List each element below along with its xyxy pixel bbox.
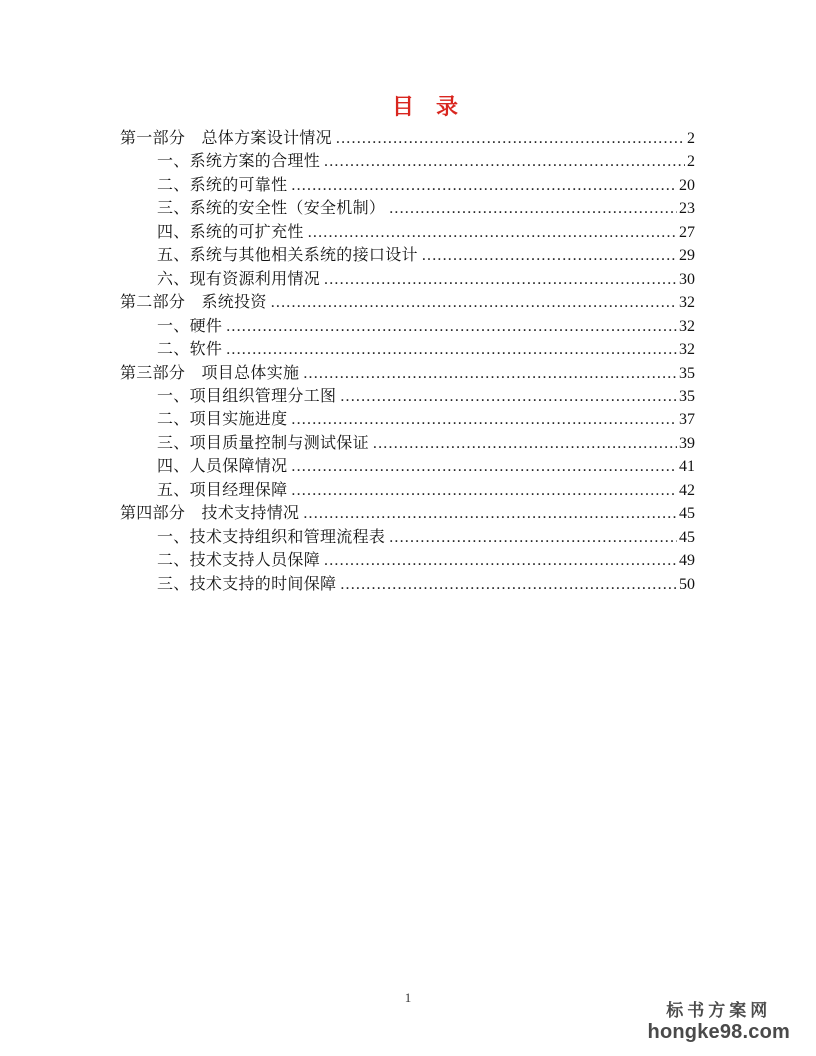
- toc-entry-page-number: 42: [679, 481, 695, 499]
- watermark: [648, 1001, 790, 1043]
- toc-entry-page-number: 49: [679, 552, 695, 570]
- toc-entry-label: 二、系统的可靠性: [157, 176, 288, 194]
- toc-leader-dots: [291, 455, 677, 478]
- toc-leader-dots: [422, 244, 677, 267]
- toc-entry-page-number: 50: [679, 575, 695, 593]
- toc-entry-label: 二、技术支持人员保障: [157, 552, 321, 570]
- toc-list: [120, 127, 695, 596]
- toc-leader-dots: [226, 315, 677, 338]
- toc-leader-dots: [291, 174, 677, 197]
- toc-entry-page-number: 29: [679, 247, 695, 265]
- toc-entry[interactable]: [120, 338, 695, 361]
- toc-entry[interactable]: [120, 362, 695, 385]
- toc-entry-page-number: 27: [679, 223, 695, 241]
- toc-entry[interactable]: [120, 479, 695, 502]
- toc-entry-label: 一、技术支持组织和管理流程表: [157, 528, 386, 546]
- toc-leader-dots: [308, 221, 677, 244]
- toc-leader-dots: [303, 502, 677, 525]
- footer-page-number: 1: [404, 990, 412, 1005]
- toc-entry-page-number: 35: [679, 364, 695, 382]
- toc-entry-page-number: 45: [679, 528, 695, 546]
- toc-entry-page-number: 2: [687, 130, 695, 147]
- toc-entry-page-number: 30: [679, 270, 695, 288]
- toc-entry[interactable]: [120, 502, 695, 525]
- toc-leader-dots: [271, 291, 677, 314]
- toc-entry[interactable]: [120, 244, 695, 267]
- toc-leader-dots: [336, 127, 685, 150]
- toc-entry-page-number: 37: [679, 411, 695, 429]
- toc-entry-label: 三、技术支持的时间保障: [157, 575, 337, 593]
- toc-entry-label: 第三部分 项目总体实施: [120, 364, 300, 382]
- toc-entry-label: 一、硬件: [157, 317, 223, 335]
- toc-leader-dots: [373, 432, 677, 455]
- toc-entry-page-number: 35: [679, 387, 695, 405]
- toc-entry-label: 第一部分 总体方案设计情况: [120, 130, 332, 147]
- toc-entry-page-number: 32: [679, 317, 695, 335]
- toc-entry[interactable]: [120, 315, 695, 338]
- toc-entry[interactable]: [120, 197, 695, 220]
- toc-leader-dots: [291, 479, 677, 502]
- toc-entry-label: 六、现有资源利用情况: [157, 270, 321, 288]
- toc-leader-dots: [324, 268, 677, 291]
- toc-entry-label: 一、项目组织管理分工图: [157, 387, 337, 405]
- toc-leader-dots: [291, 408, 677, 431]
- toc-entry-page-number: 20: [679, 176, 695, 194]
- toc-leader-dots: [389, 526, 677, 549]
- toc-entry-label: 三、项目质量控制与测试保证: [157, 434, 369, 452]
- toc-title: 目 录: [391, 94, 458, 119]
- toc-entry[interactable]: [120, 408, 695, 431]
- toc-entry-label: 五、项目经理保障: [157, 481, 288, 499]
- toc-leader-dots: [226, 338, 677, 361]
- toc-leader-dots: [389, 197, 677, 220]
- watermark-site-name: 标书方案网: [666, 1001, 772, 1020]
- toc-entry-label: 一、系统方案的合理性: [157, 153, 321, 171]
- toc-leader-dots: [340, 573, 677, 596]
- toc-entry[interactable]: [120, 455, 695, 478]
- toc-entry-label: 二、软件: [157, 341, 223, 359]
- toc-entry-label: 三、系统的安全性（安全机制）: [157, 200, 386, 218]
- toc-entry[interactable]: [120, 549, 695, 572]
- toc-entry-label: 五、系统与其他相关系统的接口设计: [157, 247, 418, 265]
- toc-entry-page-number: 32: [679, 341, 695, 359]
- toc-entry-label: 四、人员保障情况: [157, 458, 288, 476]
- toc-entry[interactable]: [120, 150, 695, 173]
- toc-entry-page-number: 23: [679, 200, 695, 218]
- toc-entry-page-number: 45: [679, 505, 695, 523]
- toc-entry-page-number: 2: [687, 153, 695, 171]
- toc-entry[interactable]: [120, 526, 695, 549]
- toc-entry[interactable]: [120, 221, 695, 244]
- toc-leader-dots: [324, 549, 677, 572]
- watermark-site-url-link[interactable]: hongke98.com: [647, 1021, 790, 1043]
- toc-entry[interactable]: [120, 385, 695, 408]
- toc-entry-label: 第二部分 系统投资: [120, 294, 267, 312]
- toc-entry[interactable]: [120, 127, 695, 150]
- toc-entry[interactable]: [120, 268, 695, 291]
- toc-leader-dots: [303, 362, 677, 385]
- toc-entry[interactable]: [120, 573, 695, 596]
- toc-entry[interactable]: [120, 432, 695, 455]
- toc-entry-label: 二、项目实施进度: [157, 411, 288, 429]
- toc-entry-label: 四、系统的可扩充性: [157, 223, 304, 241]
- toc-leader-dots: [324, 150, 685, 173]
- toc-entry-page-number: 41: [679, 458, 695, 476]
- toc-leader-dots: [340, 385, 677, 408]
- toc-entry-page-number: 39: [679, 434, 695, 452]
- toc-entry[interactable]: [120, 291, 695, 314]
- toc-entry-label: 第四部分 技术支持情况: [120, 505, 300, 523]
- toc-entry[interactable]: [120, 174, 695, 197]
- toc-entry-page-number: 32: [679, 294, 695, 312]
